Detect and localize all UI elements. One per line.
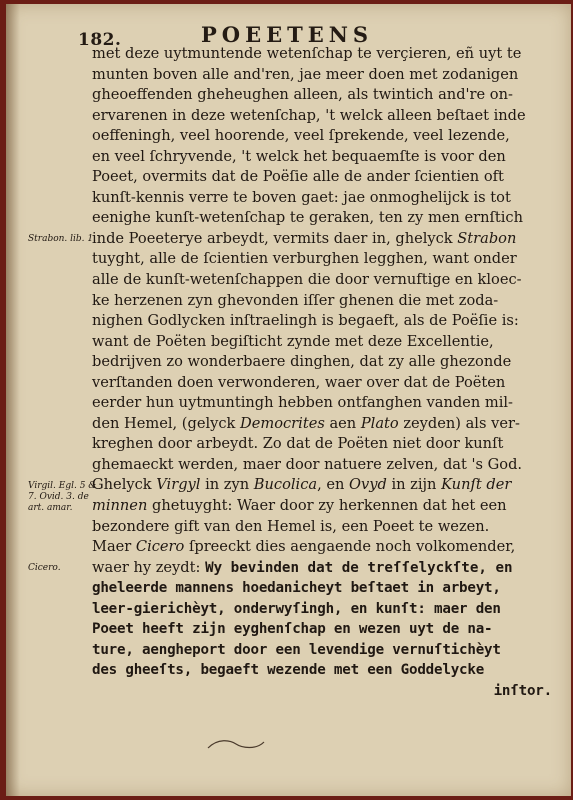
text-run: ghetuyght: Waer door zy herkennen dat het een (147, 497, 507, 515)
text-line (92, 414, 562, 435)
italic-name: Strabon (457, 229, 517, 247)
text-run: bedrijven zo wonderbaere dinghen, dat zy alle ghezonde (92, 353, 512, 371)
text-run: ſpreeckt dies aengaende noch volkomender, (184, 538, 516, 556)
italic-name: minnen (92, 497, 148, 515)
text-run: met deze uytmuntende wetenſchap te verçieren, eñ uyt te (92, 45, 522, 62)
text-line (92, 681, 562, 702)
text-line (92, 558, 562, 579)
text-run: verſtanden doen verwonderen, waer over dat de Poëten (92, 373, 506, 391)
margin-note: Virgil. Egl. 5 & 7. Ovid. 3. de art. amar. (28, 480, 97, 513)
italic-name: Cicero (135, 538, 185, 556)
text-line (92, 455, 562, 476)
text-run: nighen Godlycken inſtraelingh is begaeft, als de Poëſie is: (92, 312, 519, 330)
text-line (92, 352, 562, 373)
text-run: inde Poeeterye arbeydt, vermits daer in, ghelyck (92, 229, 458, 247)
text-line (92, 229, 562, 250)
text-line (92, 65, 562, 86)
text-line (92, 619, 562, 640)
text-run: ke herzenen zyn ghevonden iſſer ghenen die met zoda- (92, 291, 499, 309)
text-line (92, 106, 562, 127)
text-line (92, 167, 562, 188)
italic-name: Ovyd (349, 476, 387, 494)
running-head: POEETENS (201, 22, 374, 47)
text-run: eenighe kunſt-wetenſchap te geraken, ten zy men ernſtich (92, 209, 523, 227)
text-line (92, 475, 562, 496)
text-line (92, 291, 562, 312)
text-run: munten boven alle and'ren, jae meer doen met zodanigen (92, 65, 519, 83)
text-run: gheoeffenden gheheughen alleen, als twintich and're on- (92, 86, 513, 104)
blackletter-quote: Wy bevinden dat de treſſelyckſte, en (205, 559, 513, 576)
text-run: zeyden) als ver- (398, 414, 520, 432)
text-line (92, 188, 562, 209)
text-run: want de Poëten begiſticht zynde met deze Excellentie, (92, 332, 494, 350)
text-run: ervarenen in deze wetenſchap, 't welck alleen beſtaet inde (92, 106, 526, 124)
text-run: aen (324, 414, 361, 432)
text-run: den Hemel, (gelyck (92, 414, 241, 432)
italic-name: Plato (360, 414, 399, 432)
text-line (92, 537, 562, 558)
italic-name: Democrites (240, 414, 325, 432)
text-run: oeffeningh, veel hoorende, veel ſprekende, veel lezende, (92, 127, 510, 145)
text-run: kreghen door arbeydt. Zo dat de Poëten niet door kunſt (92, 435, 504, 453)
page-number: 182. (78, 30, 122, 50)
text-run: , en (317, 476, 350, 494)
text-line (92, 393, 562, 414)
text-run: en veel ſchryvende, 't welck het bequaemſte is voor den (92, 147, 506, 165)
text-line (92, 147, 562, 168)
text-line (92, 434, 562, 455)
text-line (92, 660, 562, 681)
text-run: Poeet heeft zijn eyghenſchap en wezen uyt de na- (92, 621, 493, 638)
text-run: Maer (92, 538, 136, 556)
book-page (6, 4, 571, 796)
text-run: gheleerde mannens hoedanicheyt beſtaet in arbeyt, (92, 580, 501, 597)
text-line (92, 578, 562, 599)
text-line (92, 332, 562, 353)
text-line (92, 517, 562, 538)
text-line (92, 496, 562, 517)
margin-note: Strabon. lib. 1. (28, 233, 96, 244)
text-line (92, 270, 562, 291)
text-run: Poeet, overmits dat de Poëſie alle de ander ſcientien oft (92, 168, 504, 186)
text-run: leer-gierichèyt, onderwyſingh, en kunſt: maer den (92, 600, 501, 617)
text-run: kunſt-kennis verre te boven gaet: jae onmoghelijck is tot (92, 188, 511, 206)
text-line (92, 311, 562, 332)
text-run: waer hy zeydt: (92, 558, 206, 576)
text-run: tuyght, alle de ſcientien verburghen legghen, want onder (92, 250, 517, 268)
text-run: inſtor. (493, 682, 552, 699)
page-header (6, 12, 571, 50)
italic-name: Kunſt der (441, 476, 512, 494)
text-line (92, 249, 562, 270)
text-line (92, 126, 562, 147)
italic-name: Bucolica (253, 476, 318, 494)
text-line (92, 85, 562, 106)
text-run: in zyn (200, 476, 254, 494)
text-run: ghemaeckt werden, maer door natuere zelven, dat 's God. (92, 455, 523, 473)
text-run: ture, aengheport door een levendige vernuſtichèyt (92, 641, 501, 658)
body-text (92, 44, 562, 702)
text-line (92, 44, 562, 65)
text-line (92, 640, 562, 661)
text-run: in zijn (386, 476, 442, 494)
text-run: eerder hun uytmuntingh hebben ontfanghen vanden mil- (92, 394, 513, 412)
text-run: alle de kunſt-wetenſchappen die door vernuftige en kloec- (92, 271, 522, 289)
italic-name: Virgyl (156, 476, 201, 494)
text-line (92, 599, 562, 620)
text-run: des gheeſts, begaeft wezende met een Goddelycke (92, 662, 485, 679)
text-line (92, 373, 562, 394)
ink-flourish-mark (206, 734, 266, 754)
text-run: Ghelyck (92, 476, 157, 494)
margin-note: Cicero. (28, 562, 61, 573)
text-run: bezondere gift van den Hemel is, een Poeet te wezen. (92, 517, 490, 535)
text-line (92, 208, 562, 229)
